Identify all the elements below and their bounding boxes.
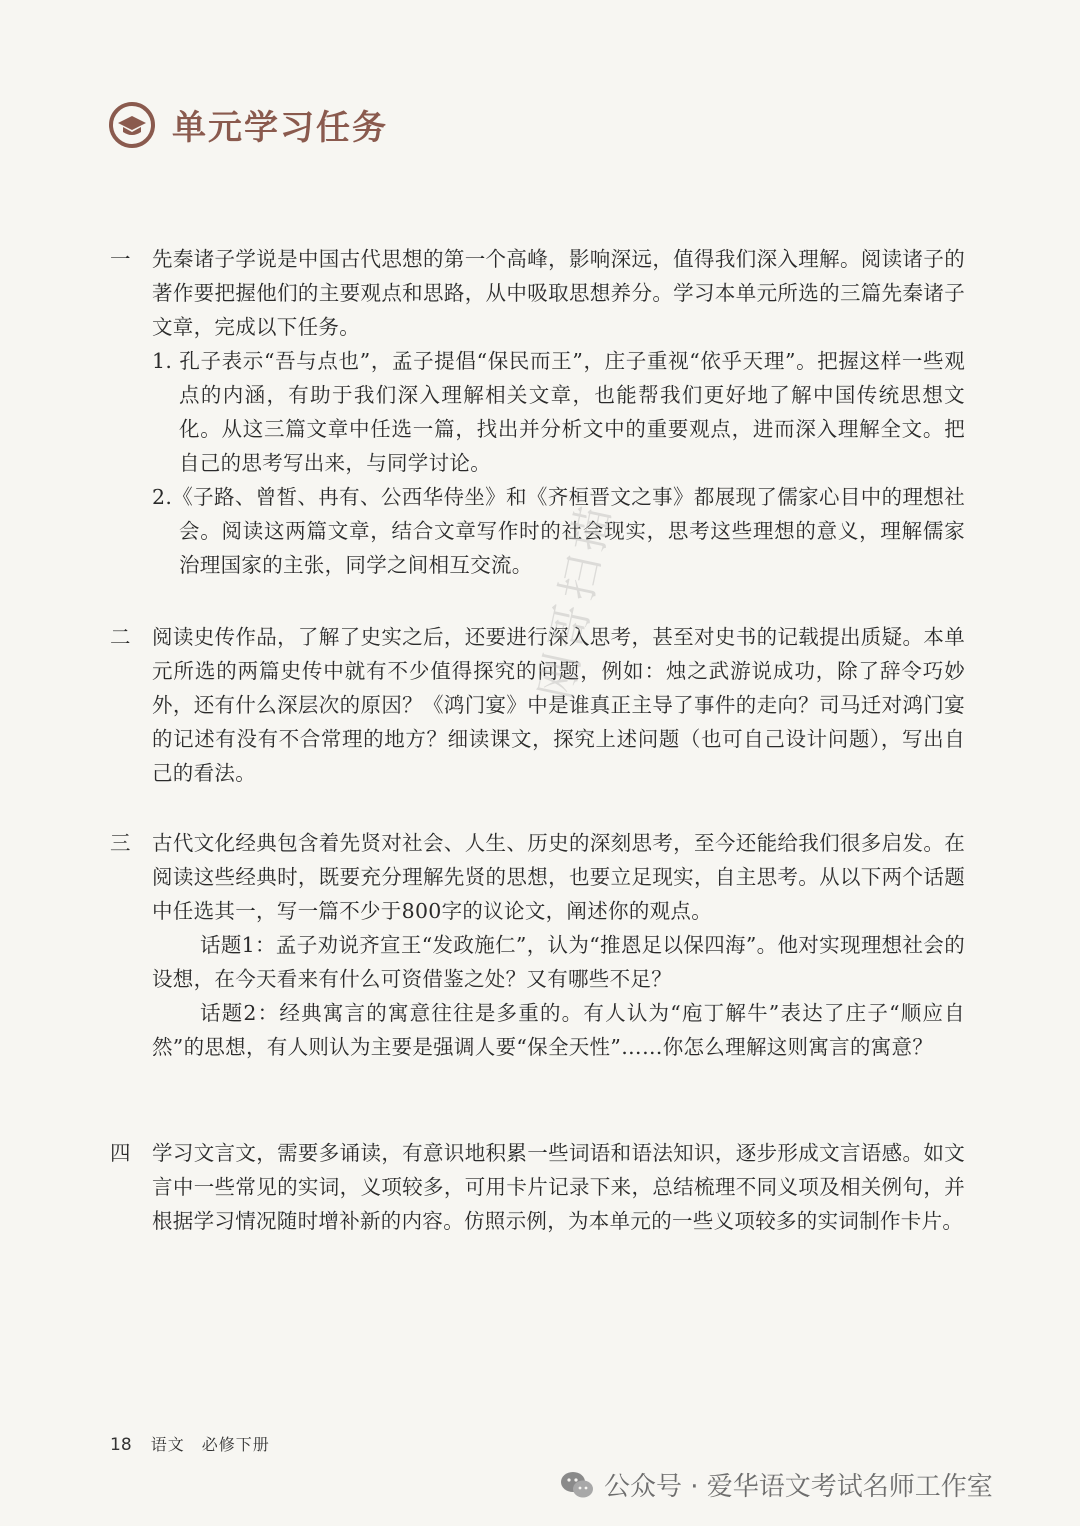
- task-number: 一: [110, 247, 131, 271]
- subtask-1: 1. 孔子表示“吾与点也”，孟子提倡“保民而王”，庄子重视“依乎天理”。把握这样一些观点的内涵，有助于我们深入理解相关文章，也能帮我们更好地了解中国传统思想文化。从这三篇文章中任选一篇，找出并分析文中的重要观点，进而深入理解全文。把自己的思考写出来，与同学讨论。: [152, 349, 965, 475]
- task-1: [110, 242, 965, 582]
- task-number: 四: [110, 1141, 131, 1165]
- page-number: 18: [110, 1435, 132, 1455]
- section-header: [108, 100, 388, 149]
- account-watermark-text: 公众号 · 爱华语文考试名师工作室: [604, 1472, 993, 1502]
- task-text: 学习文言文，需要多诵读，有意识地积累一些词语和语法知识，逐步形成文言语感。如文言中一些常见的实词，义项较多，可用卡片记录下来，总结梳理不同义项及相关例句，并根据学习情况随时增补新的内容。仿照示例，为本单元的一些义项较多的实词制作卡片。: [152, 1141, 965, 1233]
- page-title: 单元学习任务: [172, 108, 388, 148]
- task-text: 阅读史传作品，了解了史实之后，还要进行深入思考，甚至对史书的记载提出质疑。本单元所选的两篇史传中就有不少值得探究的问题，例如：烛之武游说成功，除了辞令巧妙外，还有什么深层次的原因？《鸿门宴》中是谁真正主导了事件的走向？司马迁对鸿门宴的记述有没有不合常理的地方？细读课文，探究上述问题（也可自己设计问题），写出自己的看法。: [152, 625, 965, 785]
- task-text: 先秦诸子学说是中国古代思想的第一个高峰，影响深远，值得我们深入理解。阅读诸子的著作要把握他们的主要观点和思路，从中吸取思想养分。学习本单元所选的三篇先秦诸子文章，完成以下任务。: [152, 247, 965, 339]
- page-footer: [110, 1432, 270, 1455]
- task-3: [110, 826, 965, 1064]
- task-text: 古代文化经典包含着先贤对社会、人生、历史的深刻思考，至今还能给我们很多启发。在阅读这些经典时，既要充分理解先贤的思想，也要立足现实，自主思考。从以下两个话题中任选其一，写一篇不少于800字的议论文，阐述你的观点。: [152, 831, 965, 923]
- account-watermark: [560, 1466, 993, 1503]
- task-number: 三: [110, 831, 131, 855]
- topic-2: 话题2：经典寓言的寓意往往是多重的。有人认为“庖丁解牛”表达了庄子“顺应自然”的思想，有人则认为主要是强调人要“保全天性”……你怎么理解这则寓言的寓意？: [152, 1001, 965, 1059]
- graduation-cap-icon: [108, 101, 156, 149]
- scan-watermark: 刚哥扫描: [530, 496, 623, 703]
- wechat-icon: [560, 1470, 594, 1500]
- topic-1: 话题1：孟子劝说齐宣王“发政施仁”，认为“推恩足以保四海”。他对实现理想社会的设想，在今天看来有什么可资借鉴之处？又有哪些不足？: [152, 933, 965, 991]
- book-title: 语文 必修下册: [150, 1435, 270, 1454]
- task-number: 二: [110, 625, 131, 649]
- subtask-2: 2.《子路、曾皙、冉有、公西华侍坐》和《齐桓晋文之事》都展现了儒家心目中的理想社会。阅读这两篇文章，结合文章写作时的社会现实，思考这些理想的意义，理解儒家治理国家的主张，同学之间相互交流。: [152, 485, 965, 577]
- task-4: [110, 1136, 965, 1238]
